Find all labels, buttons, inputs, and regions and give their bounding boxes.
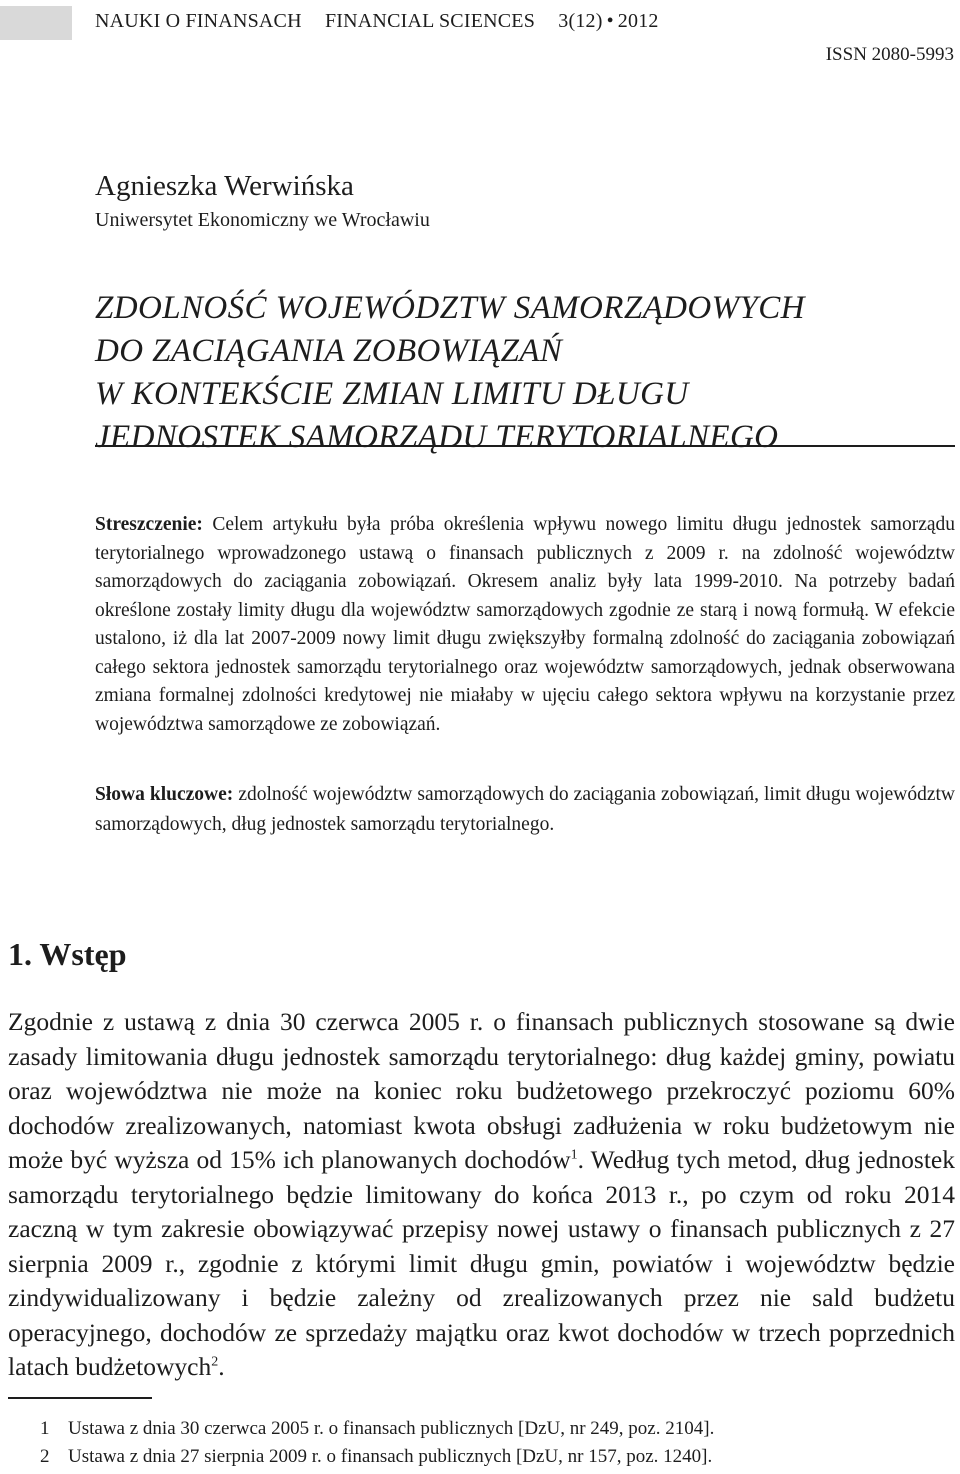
footnote-number: 2 — [40, 1446, 50, 1467]
footnote-number: 1 — [40, 1418, 50, 1439]
header-shade-bar — [0, 6, 72, 40]
keywords — [95, 780, 955, 840]
footnote-ref-2[interactable]: 2 — [211, 1354, 219, 1370]
footnote-text: Ustawa z dnia 30 czerwca 2005 r. o finansach publicznych [DzU, nr 249, poz. 2104]. — [68, 1418, 715, 1439]
author-name: Agnieszka Werwińska — [95, 170, 354, 202]
title-line: DO ZACIĄGANIA ZOBOWIĄZAŃ — [95, 333, 563, 369]
journal-name-en: FINANCIAL SCIENCES — [324, 10, 536, 32]
issue-number — [558, 10, 658, 32]
abstract — [95, 511, 955, 739]
issue: 3(12) — [558, 10, 603, 32]
title-line: ZDOLNOŚĆ WOJEWÓDZTW SAMORZĄDOWYCH — [95, 290, 805, 326]
abstract-text: Celem artykułu była próba określenia wpływu nowego limitu długu jednostek samorządu terytorialnego wprowadzonego ustawą o finansach publicznych z 2009 r. na zdolność województw samorządowych do zaciągania zobowiązań. Okresem analiz były lata 1999-2010. Na potrzeby badań określone zostały limity długu dla województw samorządowych zgodnie ze starą i nową formułą. W efekcie ustalono, iż dla lat 2007-2009 nowy limit długu zwiększyłby formalną zdolność do zaciągania zobowiązań całego sektora jednostek samorządu terytorialnego oraz województw samorządowych, jednak obserwowana zmiana formalnej zdolności kredytowej nie miałaby w ujęciu całego sektora wpływu na korzystanie przez województwa samorządowe ze zobowiązań. — [95, 514, 956, 735]
journal-name-pl: NAUKI O FINANSACH — [95, 10, 302, 32]
section-title: Wstęp — [39, 936, 127, 972]
keywords-text: zdolność województw samorządowych do zaciągania zobowiązań, limit długu województw samorządowych, dług jednostek samorządu terytorialnego. — [95, 784, 956, 835]
bullet-separator: • — [606, 10, 614, 32]
section-number: 1. — [8, 936, 32, 972]
body-text-part: . Według tych metod, dług jednostek samorządu terytorialnego będzie limitowany do końca 2013 r., po czym od roku 2014 zaczną w tym zakresie obowiązywać przepisy nowej ustawy o finansach publicznych z 27 sierpnia 2009 r., zgodnie z którymi limit długu gmin, powiatów i województw będzie zindywidualizowany i będzie zależny od zrealizowanych przez nie sald budżetu operacyjnego, dochodów ze sprzedaży majątku oraz kwot dochodów w trzech poprzednich latach budżetowych — [8, 1145, 955, 1381]
footnote-text: Ustawa z dnia 27 sierpnia 2009 r. o finansach publicznych [DzU, nr 157, poz. 1240]. — [68, 1446, 713, 1467]
issn: ISSN 2080-5993 — [825, 44, 954, 65]
article-title — [95, 287, 805, 459]
body-paragraph — [8, 1005, 955, 1385]
keywords-label: Słowa kluczowe: — [95, 784, 234, 805]
section-heading — [8, 936, 127, 973]
author-affiliation: Uniwersytet Ekonomiczny we Wrocławiu — [95, 209, 430, 231]
title-line: W KONTEKŚCIE ZMIAN LIMITU DŁUGU — [95, 376, 689, 412]
title-line: JEDNOSTEK SAMORZĄDU TERYTORIALNEGO — [95, 419, 779, 455]
title-divider — [95, 445, 955, 447]
body-text-part: Zgodnie z ustawą z dnia 30 czerwca 2005 r. o finansach publicznych stosowane są dwie zasady limitowania długu jednostek samorządu terytorialnego: dług każdej gminy, powiatu oraz województwa nie może na koniec roku budżetowego przekroczyć poziomu 60% dochodów zrealizowanych, natomiast kwota obsługi zadłużenia w roku budżetowym nie może być wyższa od 15% ich planowanych dochodów — [8, 1007, 955, 1174]
footnote-ref-1[interactable]: 1 — [570, 1147, 578, 1163]
body-text-part: . — [218, 1352, 225, 1381]
footnote-divider — [8, 1397, 152, 1399]
year: 2012 — [617, 10, 659, 32]
abstract-label: Streszczenie: — [95, 514, 203, 535]
running-header — [95, 10, 659, 33]
